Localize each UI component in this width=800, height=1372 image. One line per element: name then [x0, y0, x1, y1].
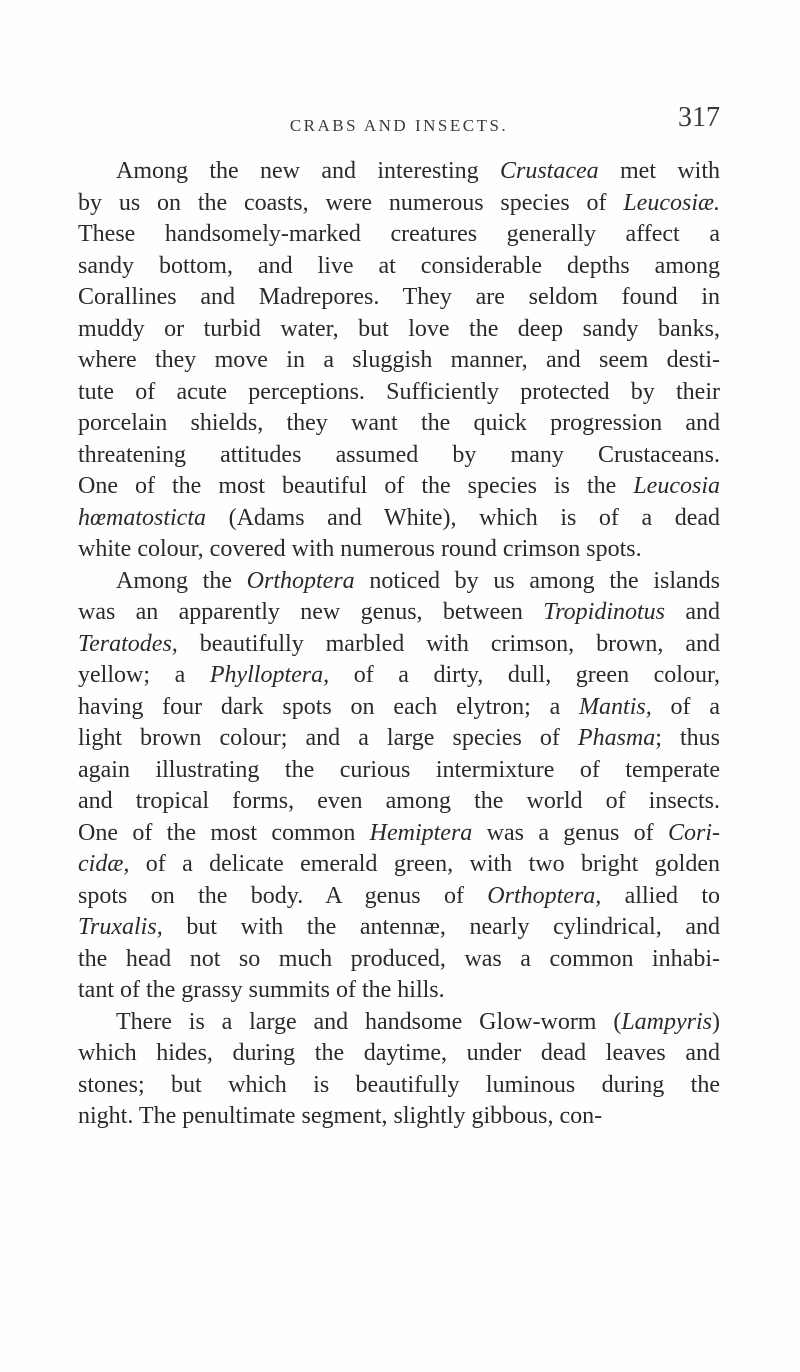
text-span: These handsomely-marked creatures generally affect a: [78, 221, 720, 247]
text-span: beautifully marbled with crimson, brown, and: [177, 630, 720, 657]
text-span: which hides, during the daytime, under dead leaves and: [78, 1040, 720, 1066]
text-line: [78, 1101, 720, 1133]
text-span: tute of acute perceptions. Sufficiently protected by their: [78, 378, 720, 405]
text-line: [78, 1007, 720, 1039]
text-span: was an apparently new genus, between: [78, 599, 544, 625]
text-span: allied to: [601, 882, 720, 909]
text-line: [78, 314, 720, 346]
text-line: [78, 1038, 720, 1070]
text-span: muddy or turbid water, but love the deep sandy banks,: [78, 315, 720, 342]
text-line: [78, 786, 720, 818]
text-line: [78, 849, 720, 881]
page-number: 317: [678, 102, 720, 133]
text-span: Among the: [116, 567, 247, 594]
text-span: and tropical forms, even among the world of insects.: [78, 788, 720, 814]
text-span: spots on the body. A genus of: [78, 882, 488, 909]
text-line: [78, 1070, 720, 1102]
text-span: tant of the grassy summits of the hills.: [78, 977, 445, 1003]
text-span: met with: [598, 158, 720, 184]
italic-term: Hemiptera: [369, 819, 473, 846]
italic-term: Leucosia: [633, 473, 720, 499]
text-line: [78, 282, 720, 314]
text-span: sandy bottom, and live at considerable depths among: [78, 252, 720, 279]
text-span: Among the new and interesting: [116, 158, 500, 184]
italic-term: Orthoptera,: [487, 882, 602, 909]
text-line: [78, 534, 720, 566]
italic-term: Leucosiæ.: [623, 189, 720, 216]
text-span: threatening attitudes assumed by many Crustaceans.: [78, 441, 720, 468]
text-line: [78, 629, 720, 661]
italic-term: Phylloptera,: [209, 662, 330, 688]
text-line: [78, 471, 720, 503]
text-span: of a delicate emerald green, with two bright golden: [129, 851, 720, 877]
italic-term: Crustacea: [499, 158, 599, 184]
page-header: [78, 102, 720, 142]
text-line: [78, 975, 720, 1007]
text-span: There is a large and handsome Glow-worm (: [116, 1008, 622, 1035]
italic-term: Mantis,: [579, 693, 652, 720]
text-line: [78, 440, 720, 472]
text-line: [78, 723, 720, 755]
text-span: light brown colour; and a large species of: [78, 725, 578, 751]
text-span: (Adams and White), which is of a dead: [206, 504, 720, 531]
text-line: [78, 660, 720, 692]
text-span: ; thus: [655, 725, 720, 751]
text-line: [78, 345, 720, 377]
text-span: by us on the coasts, were numerous species of: [78, 189, 624, 216]
text-span: yellow; a: [78, 662, 210, 688]
text-line: [78, 566, 720, 598]
italic-term: hœmatosticta: [78, 504, 207, 531]
text-span: the head not so much produced, was a common inhabi-: [78, 945, 720, 972]
text-line: [78, 377, 720, 409]
text-line: [78, 408, 720, 440]
text-line: [78, 219, 720, 251]
text-span: One of the most beautiful of the species is the: [78, 473, 634, 499]
text-span: white colour, covered with numerous round crimson spots.: [78, 536, 642, 562]
text-line: [78, 597, 720, 629]
text-line: [78, 251, 720, 283]
text-span: was a genus of: [472, 819, 668, 846]
italic-term: cidæ,: [78, 851, 130, 877]
text-line: [78, 944, 720, 976]
text-span: again illustrating the curious intermixture of temperate: [78, 756, 720, 783]
text-span: of a dirty, dull, green colour,: [329, 662, 721, 688]
italic-term: Lampyris: [621, 1008, 712, 1035]
text-span: One of the most common: [78, 819, 370, 846]
text-line: [78, 156, 720, 188]
text-span: of a: [651, 693, 720, 720]
italic-term: Teratodes,: [78, 630, 178, 657]
text-span: but with the antennæ, nearly cylindrical, and: [162, 914, 720, 940]
text-line: [78, 818, 720, 850]
text-span: stones; but which is beautifully luminous during the: [78, 1071, 720, 1098]
text-span: porcelain shields, they want the quick progression and: [78, 410, 720, 436]
text-line: [78, 503, 720, 535]
italic-term: Orthoptera: [246, 567, 355, 594]
italic-term: Phasma: [577, 725, 656, 751]
text-span: Corallines and Madrepores. They are seldom found in: [78, 284, 720, 310]
text-span: ): [712, 1008, 720, 1035]
text-line: [78, 881, 720, 913]
italic-term: Cori-: [667, 819, 720, 846]
text-span: noticed by us among the islands: [354, 567, 720, 594]
italic-term: Tropidinotus: [543, 599, 666, 625]
text-span: where they move in a sluggish manner, and seem desti-: [78, 347, 720, 373]
body-text: [78, 156, 720, 1133]
text-span: night. The penultimate segment, slightly gibbous, con-: [78, 1103, 603, 1129]
text-span: having four dark spots on each elytron; a: [78, 693, 580, 720]
text-line: [78, 912, 720, 944]
text-line: [78, 755, 720, 787]
text-line: [78, 188, 720, 220]
italic-term: Truxalis,: [78, 914, 163, 940]
running-head: CRABS AND INSECTS.: [289, 116, 509, 135]
text-line: [78, 692, 720, 724]
text-span: and: [665, 599, 720, 625]
